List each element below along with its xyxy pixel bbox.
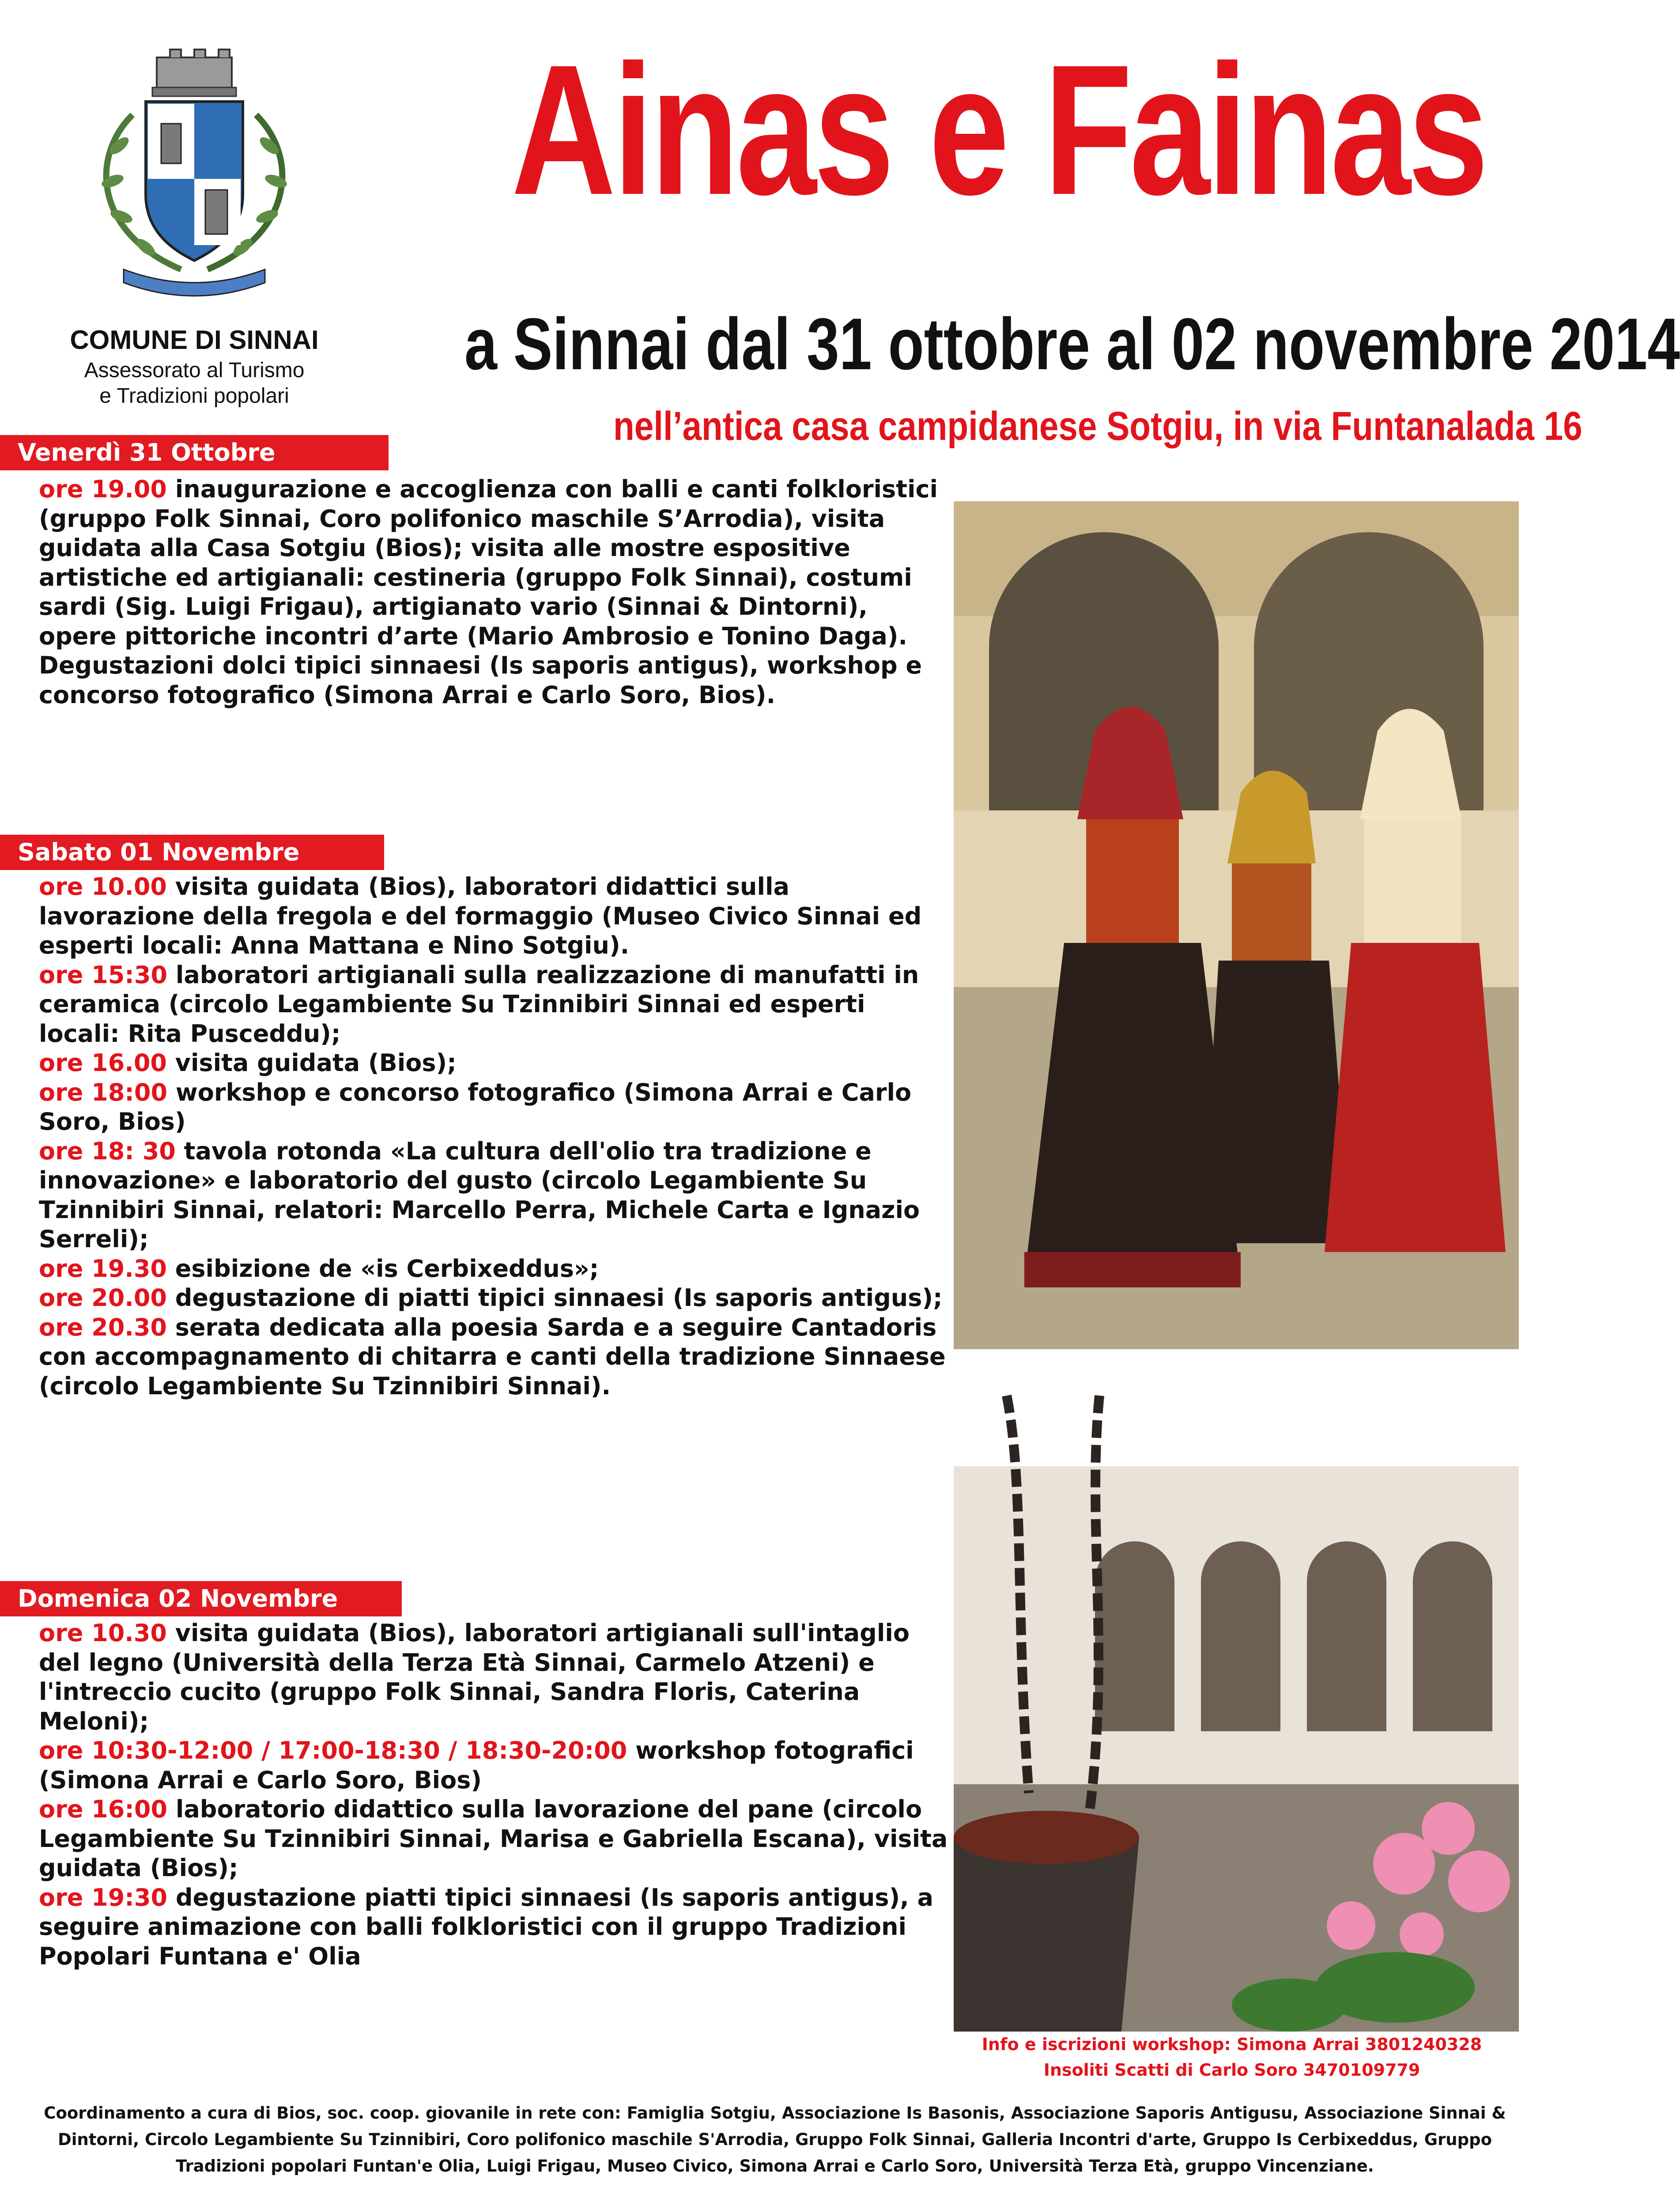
entry-text: visita guidata (Bios), laboratori didattici sulla lavorazione della fregola e del formaggio (Museo Civico Sinnai ed esperti locali: Anna Mattana e Nino Sotgiu).	[39, 873, 922, 959]
day-header-friday: Venerdì 31 Ottobre	[0, 435, 389, 470]
program-entry	[39, 872, 948, 961]
entry-text: laboratorio didattico sulla lavorazione del pane (circolo Legambiente Su Tzinnibiri Sinnai, Marisa e Gabriella Escana), visita guidata (Bios);	[39, 1795, 948, 1882]
assessorato-line-1: Assessorato al Turismo	[84, 359, 305, 382]
program-entry	[39, 1283, 948, 1313]
program-entry	[39, 1137, 948, 1254]
entry-time: ore 19.00	[39, 475, 167, 503]
entry-time: ore 19:30	[39, 1883, 168, 1911]
info-line-2: Insoliti Scatti di Carlo Soro 3470109779	[1043, 2060, 1420, 2080]
entry-text: Degustazioni dolci tipici sinnaesi (Is saporis antigus), workshop e concorso fotografico (Simona Arrai e Carlo Soro, Bios).	[39, 651, 922, 709]
entry-text: serata dedicata alla poesia Sarda e a seguire Cantadoris con accompagnamento di chitarra e canti della tradizione Sinnaese (circolo Legambiente Su Tzinnibiri Sinnai).	[39, 1313, 946, 1400]
program-entry	[39, 961, 948, 1049]
program-entry	[39, 1254, 948, 1284]
entry-text: tavola rotonda «La cultura dell'olio tra tradizione e innovazione» e laboratorio del gusto (circolo Legambiente Su Tzinnibiri Sinnai, relatori: Marcello Perra, Michele Carta e Ignazio Serreli);	[39, 1137, 920, 1253]
program-entry	[39, 1313, 948, 1401]
program-entry	[39, 651, 948, 710]
program-entry	[39, 1795, 948, 1883]
program-entry	[39, 1619, 948, 1736]
entry-text: laboratori artigianali sulla realizzazione di manufatti in ceramica (circolo Legambiente Su Tzinnibiri Sinnai ed esperti locali: Rita Pusceddu);	[39, 961, 919, 1048]
entry-text: esibizione de «is Cerbixeddus»;	[166, 1254, 599, 1283]
courtyard-photo	[954, 1396, 1519, 2032]
credits-footer: Coordinamento a cura di Bios, soc. coop. giovanile in rete con: Famiglia Sotgiu, Associazione Is Basonis, Associazione Saporis Antigusu, Associazione Sinnai & Dintorni, Circolo Legambiente Su Tzinnibiri, Coro polifonico maschile S'Arrodia, Gruppo Folk Sinnai, Galleria Incontri d'arte, Gruppo Is Cerbixeddus, Gruppo Tradizioni popolari Funtan'e Olia, Luigi Frigau, Museo Civico, Simona Arrai e Carlo Soro, Università Terza Età, gruppo Vincenziane.	[44, 2104, 1506, 2176]
entry-time: ore 15:30	[39, 961, 168, 989]
event-dates: a Sinnai dal 31 ottobre al 02 novembre 2014	[464, 303, 1680, 385]
entry-time: ore 19.30	[39, 1254, 167, 1283]
day-header-saturday: Sabato 01 Novembre	[0, 835, 384, 870]
program-entry	[39, 1736, 948, 1795]
entry-text: degustazione piatti tipici sinnaesi (Is saporis antigus), a seguire animazione con balli folkloristici con il gruppo Tradizioni Popolari Funtana e' Olia	[39, 1883, 933, 1970]
entry-time: ore 10.00	[39, 873, 167, 901]
entry-time: ore 20.00	[39, 1284, 167, 1312]
event-title: Ainas e Fainas	[511, 26, 1486, 234]
entry-text: workshop e concorso fotografico (Simona Arrai e Carlo Soro, Bios)	[39, 1078, 912, 1135]
entry-time: ore 16.00	[39, 1049, 167, 1077]
entry-time: ore 10:30-12:00 / 17:00-18:30 / 18:30-20:00	[39, 1737, 627, 1764]
entry-text: degustazione di piatti tipici sinnaesi (Is saporis antigus);	[166, 1284, 943, 1312]
entry-time: ore 18:00	[39, 1078, 168, 1106]
program-friday	[39, 475, 948, 710]
entry-text: visita guidata (Bios), laboratori artigianali sull'intaglio del legno (Università della Terza Età Sinnai, Carmelo Atzeni) e l'intreccio cucito (gruppo Folk Sinnai, Sandra Floris, Caterina Meloni);	[39, 1619, 910, 1735]
program-saturday	[39, 872, 948, 1401]
entry-text: visita guidata (Bios);	[166, 1049, 457, 1077]
info-line-1: Info e iscrizioni workshop: Simona Arrai 3801240328	[982, 2035, 1482, 2054]
program-sunday	[39, 1619, 948, 1971]
entry-time: ore 16:00	[39, 1795, 168, 1823]
day-header-sunday: Domenica 02 Novembre	[0, 1581, 402, 1616]
costume-photo	[954, 501, 1519, 1349]
entry-time: ore 18: 30	[39, 1137, 176, 1165]
coat-of-arms-logo	[71, 49, 318, 296]
entry-text: inaugurazione e accoglienza con balli e canti folkloristici (gruppo Folk Sinnai, Coro polifonico maschile S’Arrodia), visita guidata alla Casa Sotgiu (Bios); visita alle mostre espositive artistiche ed artigianali: cestineria (gruppo Folk Sinnai), costumi sardi (Sig. Luigi Frigau), artigianato vario (Sinnai & Dintorni), opere pittoriche incontri d’arte (Mario Ambrosio e Tonino Daga).	[39, 475, 938, 650]
program-entry	[39, 475, 948, 651]
entry-text: workshop fotografici (Simona Arrai e Carlo Soro, Bios)	[39, 1737, 914, 1794]
assessorato-line-2: e Tradizioni popolari	[99, 384, 289, 408]
program-entry	[39, 1078, 948, 1137]
comune-name: COMUNE DI SINNAI	[70, 325, 319, 355]
assessorato-text	[26, 358, 362, 409]
workshop-info	[967, 2032, 1497, 2083]
entry-time: ore 20.30	[39, 1313, 167, 1341]
entry-time: ore 10.30	[39, 1619, 167, 1647]
program-entry	[39, 1048, 948, 1078]
program-entry	[39, 1883, 948, 1972]
event-location: nell’antica casa campidanese Sotgiu, in via Funtanalada 16	[613, 404, 1582, 449]
